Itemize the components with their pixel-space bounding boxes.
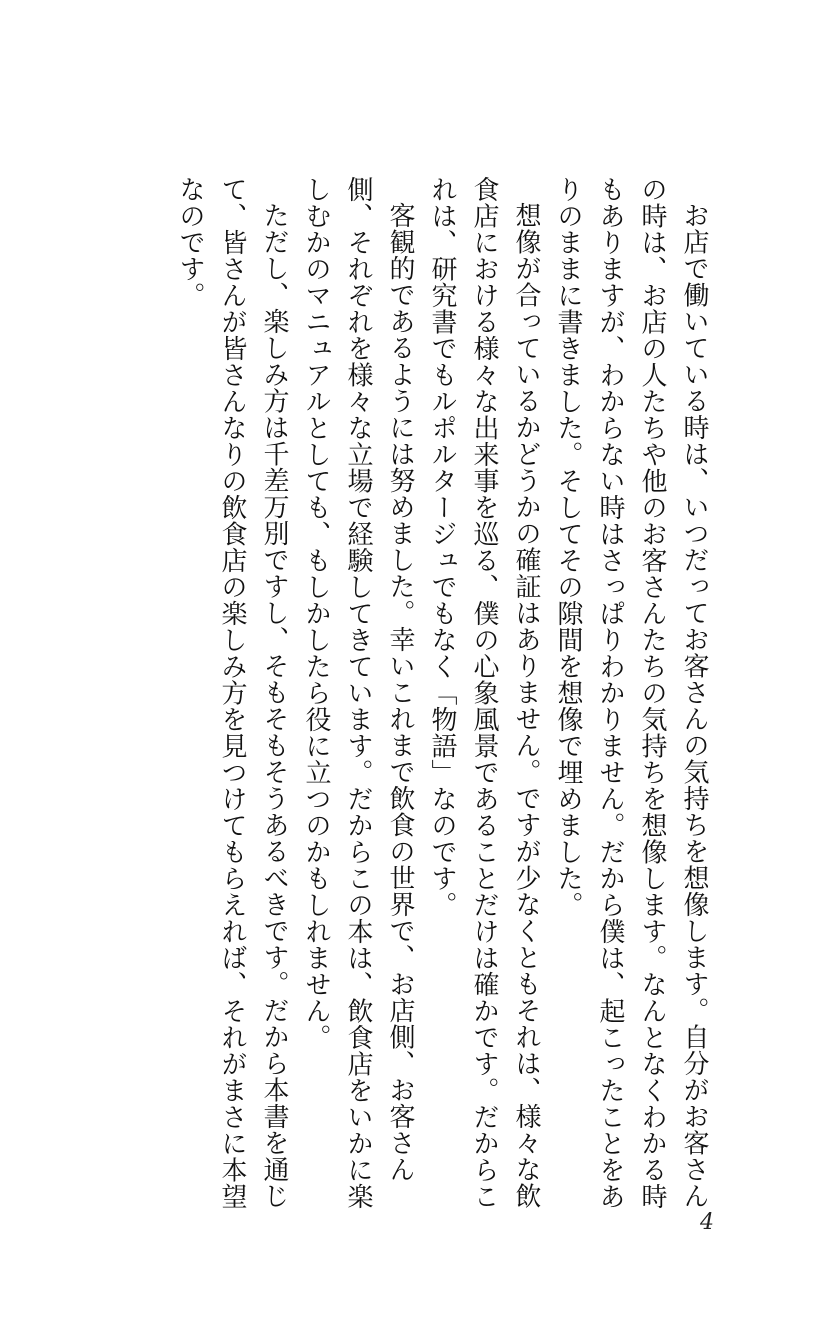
paragraph-4: ただし、楽しみ方は千差万別ですし、そもそもそうあるべきです。だから本書を通じて、皆さんが皆さんなりの飲食店の楽しみ方を見つけてもらえれば、それがまさに本望なのです。	[175, 176, 289, 1210]
paragraph-3: 客観的であるようには努めました。幸いこれまで飲食の世界で、お店側、お客さん側、それぞれを様々な立場で経験してきています。だからこの本は、飲食店をいかに楽しむかのマニュアルとしても、もしかしたら役に立つのかもしれません。	[301, 176, 415, 1210]
paragraph-1: お店で働いている時は、いつだってお客さんの気持ちを想像します。自分がお客さんの時は、お店の人たちや他のお客さんたちの気持ちを想像します。なんとなくわかる時もありますが、わからない時はさっぱりわかりません。だから僕は、起こったことをありのままに書きました。そしてその隙間を想像で埋めました。	[553, 176, 709, 1210]
vertical-text-block	[115, 176, 715, 1216]
paragraph-2: 想像が合っているかどうかの確証はありません。ですが少なくともそれは、様々な飲食店における様々な出来事を巡る、僕の心象風景であることだけは確かです。だからこれは、研究書でもルポルタージュでもなく「物語」なのです。	[427, 176, 541, 1210]
page-number: 4	[700, 1210, 714, 1235]
